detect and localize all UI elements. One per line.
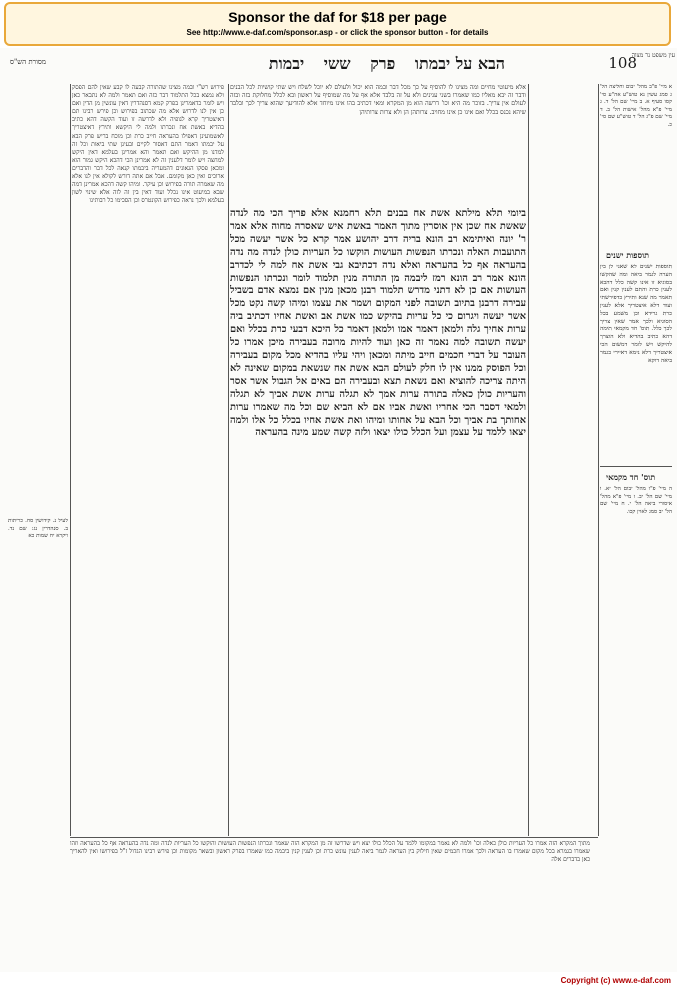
column-divider bbox=[528, 84, 529, 836]
running-title bbox=[175, 54, 505, 74]
column-divider bbox=[70, 84, 71, 836]
ein-mishpat-column: א מיי' פ"ב מהל' יבום וחליצה הל' ג סמג עשין נא טוש"ע אה"ע סי' קסו סעיף א. ב מיי' שם הל' ד. ג מיי' פ"א מהל' אישות הל' ב. ד מיי' שם פ"ג הל' ד טוש"ע שם סי' כ. bbox=[600, 84, 672, 128]
tosafot-ishanim-heading: תוספות ישנים bbox=[606, 250, 649, 260]
sponsor-banner[interactable] bbox=[4, 2, 671, 46]
masoret-hashas-column: לעיל נ. קידושין סח. כריתות ב. סנהדרין נג: שם נד. ויקרא יח שמות כא bbox=[8, 518, 68, 539]
copyright-notice[interactable]: Copyright (c) www.e-daf.com bbox=[560, 976, 671, 985]
running-title-part: יבמות bbox=[268, 54, 305, 73]
talmud-page bbox=[0, 48, 677, 972]
tosafot-kadmai-heading: תוס' חד מקמאי bbox=[606, 472, 656, 482]
column-divider bbox=[228, 84, 229, 836]
sponsor-title: Sponsor the daf for $18 per page bbox=[228, 9, 447, 25]
gemara-text: ביומי תלא מילתא אשת אח בבנים תלא רחמנא אלא פריך הכי מה לנדה שאשת אח שכן אין אוסרין מתוך האמר באשת איש שאסרה מחוה אלא אמר ר' יונה ואיתימא רב הונא בריה דרב יהושע אמר קרא כל אשר יעשה מכל התועבות האלה ונכרתו הנפשות העושות הוקשו כל העריות כולן לנדה מה נדה בהעראה אף כל בהעראה ואלא נדה דכתיבא גבי אשת אח למה לי לכדרב הונא אמר רב הונא רמז ליבמה מן התורה מנין תלמוד לומר ונכרתו הנפשות העושות אם כן לא דתני מדרש תלמוד רבנן מכאן מנין אם נמצא אדם בשביל עבירה דרבנן בתיוב תשובה לפני המקום ושמר את עצמו ומיהו קשה נקט מכל אשר יעשה ויגרום כי כל עריות בהיקש כמו אשת אב ואשת אחיו דכתיב ביה ערות אחיך גלה ולמאן דאמר אמו ולמאן דאמר כל היכא דבעי כרת בכלל ואם יעשה תשובה למה נאמר זה כאן ועוד להיות מרובה בעבירה מיכן אמרו כל העובר על דברי חכמים חייב מיתה ומכאן ויהי עליו בהדיא מכל מקום בעבירה וכל הפוסק ממנו אין לו חלק לעולם הבא אשת אח שנשאת במקום שאינה לא היתה צריכה להוציא ואם נשאת תצא ובעבירה הם באים אל הגבול אשר אסר והעריות כולן כאלה בתורה ערות אמך לא תגלה ערות אשת אביך לא תגלה ולמאי דסבר הכי אחריו ואשת אביו אם לא הביא שם וכל מה שאמרו ערות אחותך בת אביך וכל הבא על אחותו ומיהו ואת אשת אחיו בכלל כל אלו ולמה יצאו ללמד על עצמן ועל הכלל כולו יצאו ולזה קשה שמע מינה בהעראה bbox=[230, 208, 526, 439]
ein-mishpat-column-2: ה מיי' פ"ו מהל' יבום הל' יא. ו מיי' שם הל' יב. ז מיי' פ"א מהל' איסורי ביאה הל' י. ח מיי' שם הל' יב סמג לאוין קכו. bbox=[600, 486, 672, 515]
running-title-part: ששי bbox=[323, 54, 351, 73]
tosafot-ishanim-column: תוספות ישנים לא שאני לן בין הערה לגמר ביאה ומה שהקשו בסוגיא זו אינו קשה כלל דהכא לענין כרת והתם לענין קנין ואם תאמר מה שנא ותירץ כדפירשתי ועוד דלא איצטריך אלא לענין כרת גרידא וכן משמע בכל הסוגיא ולכך אמר שאין צריך לכך כלל. תוס' חד מקמאי תימה דהא כתיב בהדיא ולא הוצרך להיקש ויש לומר דמשום הכי איצטריך דלא נימא דאיירי בגמר ביאה דוקא bbox=[600, 264, 672, 364]
rashi-commentary: אלא מיעוטי מחיים ומה מצינו לו להוסיף על כך מכל דבר ובמה הוא יכול ולעולם לא יוכל לשלח ויש שתי קושיות לכל הבנים ודבר זה יבא מאליו כמו שאמרו בשני ענינים ולא על זה בלבד אלא אף על מה שמוסיף על ראשון ובא לכלל מחלוקת בזה ובזה לעולם אין צריך. בזוכר מה היא וכו' דרשה הוא מן המקרא ומאי דכתיב בהו אינו מיוחד אלא להודיעך שהוא צריך לכך ובלבד שיהא נכנס בכלל ואם אינו כן אינו מחויב. צרותהן הן ולא צרות צרותיהן bbox=[230, 84, 526, 116]
tosafot-commentary: פירוש רש"י ובמה מצינו שהתורה קבעה לו קבע שאין להם הפסק ולא נמצא בכל התלמוד דבר כזה ואם תאמר ולמה לא נתבאר כאן ויש לומר כדאמרינן בפרק קמא דסנהדרין דאין עונשין מן הדין ואם כן אין לנו לדרוש אלא מה שכתוב בפירוש וכן פירש רבינו תם דאיצטריך קרא לגופיה ולא לדרשה זו ועוד הקשה דהא כתיב בהדיא באשת אח ונכרתו ולמה לי היקשא ותירץ דאיצטריך לאשמועינן דאפילו בהעראה חייב כרת וכן מוכח בריש פרק הבא על יבמתו דאמר התם דאסור לקיים ובעינן שתי ביאות וכל זה למדנו מן ההיקש ואם תאמר והא אמרינן בעלמא דאין היקש למחצה ויש לומר דלענין זה לא אמרינן הכי דהכא היקש גמור הוא ומכאן פסקו הגאונים דהמעריה ביבמתו קנאה לכל דבר והדברים ארוכים ואין כאן מקומם. אבל אם אתה דורש לקולא אין לנו אלא מה שאמרה תורה בפירוש וכן עיקר. ומיהו קשה דהכא אמרינן דמה שבא במיעוט אינו נכלל ועוד דאין בין זה לזה אלא שינוי לשון בעלמא ולכך נראה כפירוש הקונטרס וכן הסכימו כל רבותינו bbox=[72, 84, 224, 205]
running-title-part: פרק bbox=[370, 54, 396, 73]
masoret-hashas-header: מסורת הש"ס bbox=[10, 58, 47, 66]
column-divider bbox=[598, 84, 599, 836]
bottom-commentary: מתוך המקרא הזה אמרו כל העריות כולן כאלה וכו' ולמה לא נאמר במקומו ללמד על הכלל כולו יצא ויש שדרשו זה מן המקרא הזה שאמר ונכרתו הנפשות העושות והוקשו כל העריות לנדה ומה נדה בהעראה אף כל בהעראה וזהו שאמרו בגמרא בכל מקום שאמרו בו העראה ולכך אמרו חכמים שאין חילוק בין העראה לגמר ביאה לענין עונש כרת וכן לענין קנין ביבמה כמו שאמרו בפרק ראשון ובשאר מקומות וכן פירש רבינו הגדול ז"ל בפירושו ואין להאריך כאן בדברים אלה bbox=[70, 840, 590, 863]
page-header bbox=[0, 48, 677, 88]
page-number: 108 bbox=[608, 54, 637, 72]
running-title-part: הבא על יבמתו bbox=[414, 54, 505, 73]
bottom-divider bbox=[70, 837, 598, 838]
sponsor-subtitle: See http://www.e-daf.com/sponsor.asp - or click the sponsor button - for details bbox=[186, 28, 489, 37]
section-divider bbox=[600, 466, 672, 467]
ein-mishpat-header: עין משפט נר מצוה bbox=[631, 52, 675, 59]
